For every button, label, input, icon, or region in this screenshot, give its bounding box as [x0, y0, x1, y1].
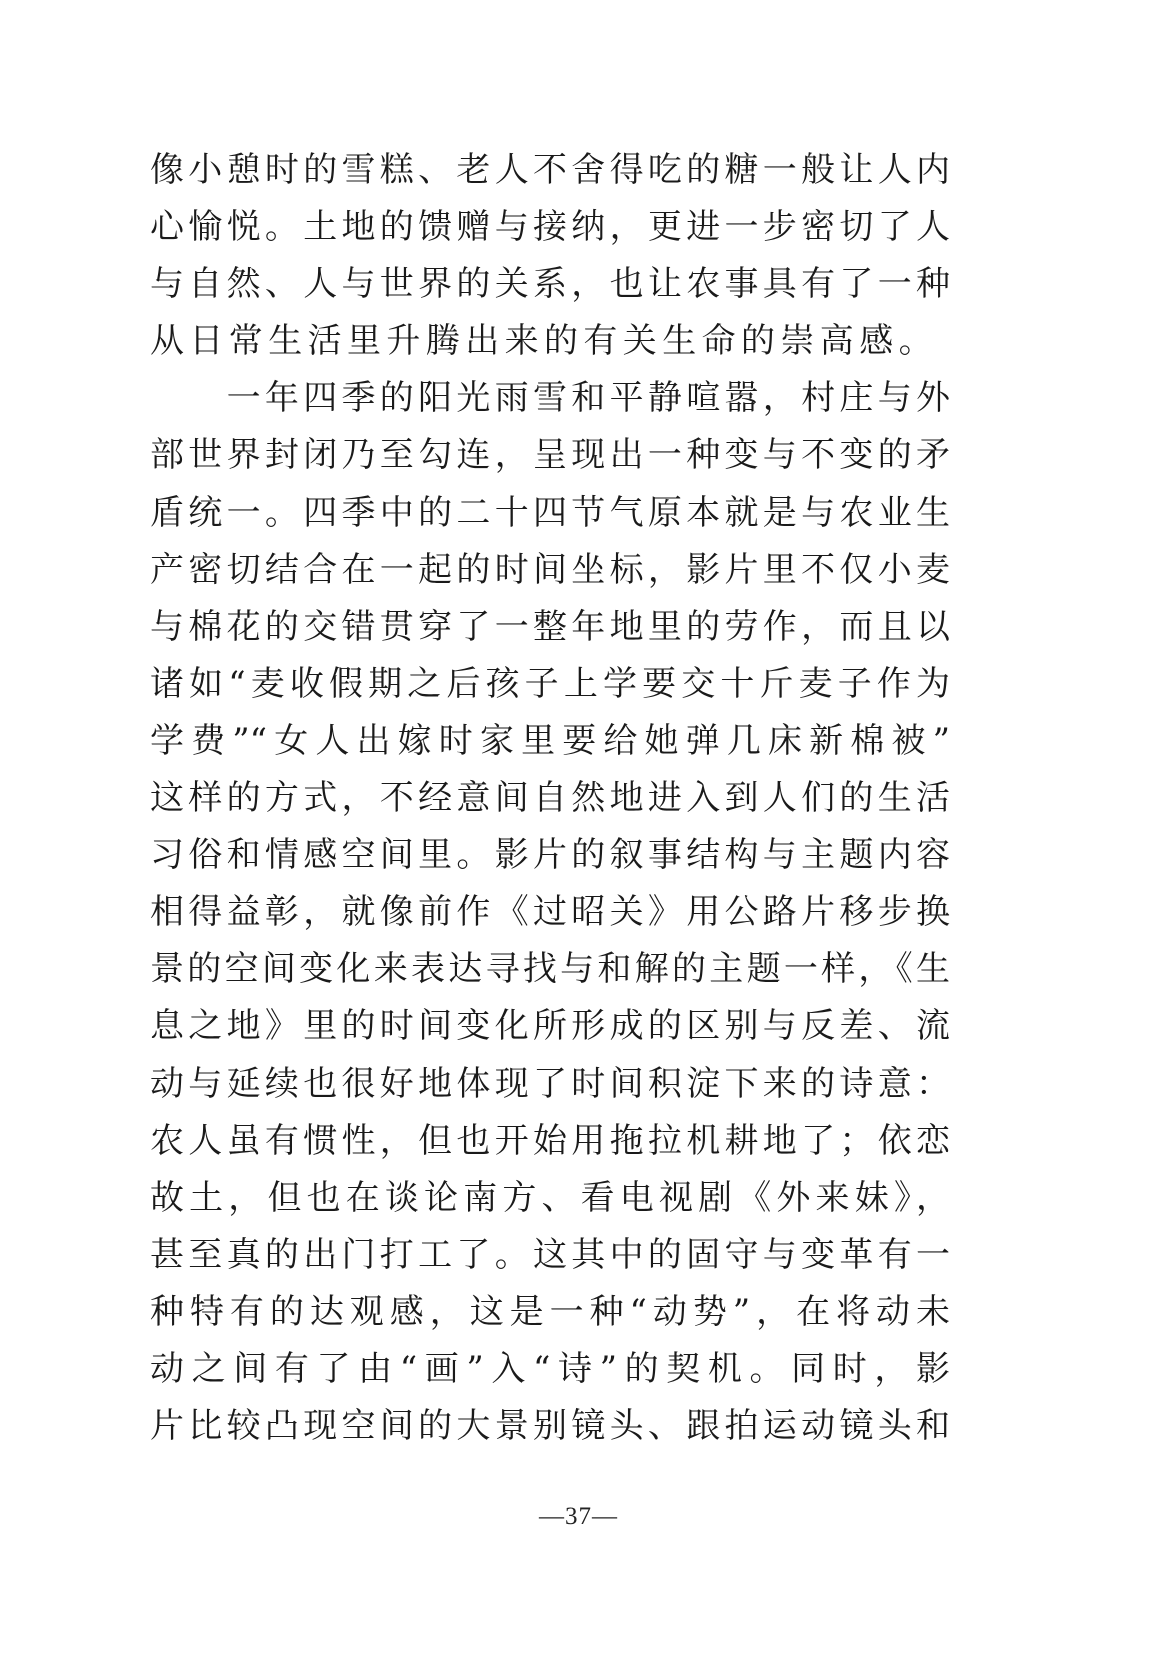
text-line: 产密切结合在一起的时间坐标，影片里不仅小麦: [150, 549, 950, 590]
body-text: [150, 142, 950, 1455]
text-line: 息之地》里的时间变化所形成的区别与反差、流: [150, 1006, 950, 1047]
text-line: 这样的方式，不经意间自然地进入到人们的生活: [150, 778, 950, 819]
text-line: 盾统一。四季中的二十四节气原本就是与农业生: [150, 492, 950, 533]
text-line-paragraph-start: 一年四季的阳光雨雪和平静喧嚣，村庄与外: [150, 378, 950, 419]
text-line: 部世界封闭乃至勾连，呈现出一种变与不变的矛: [150, 435, 950, 476]
text-line: 习俗和情感空间里。影片的叙事结构与主题内容: [150, 835, 950, 876]
text-line: 相得益彰，就像前作《过昭关》用公路片移步换: [150, 892, 950, 933]
text-line: 与自然、人与世界的关系，也让农事具有了一种: [150, 264, 950, 305]
text-line: 动之间有了由“画”入“诗”的契机。同时，影: [150, 1348, 950, 1389]
text-line: 景的空间变化来表达寻找与和解的主题一样，《生: [150, 949, 950, 990]
text-line: 片比较凸现空间的大景别镜头、跟拍运动镜头和: [150, 1406, 950, 1447]
text-line: 甚至真的出门打工了。这其中的固守与变革有一: [150, 1234, 950, 1275]
page-number: —37—: [539, 1503, 618, 1530]
text-line: 像小憩时的雪糕、老人不舍得吃的糖一般让人内: [150, 150, 950, 190]
text-line: 与棉花的交错贯穿了一整年地里的劳作，而且以: [150, 606, 950, 647]
text-line: 故土，但也在谈论南方、看电视剧《外来妹》，: [150, 1177, 950, 1218]
text-line: 学费”“女人出嫁时家里要给她弹几床新棉被”: [150, 720, 950, 761]
text-line: 诸如“麦收假期之后孩子上学要交十斤麦子作为: [150, 663, 950, 704]
text-line-paragraph-end: 从日常生活里升腾出来的有关生命的崇高感。: [150, 321, 938, 362]
text-line: 心愉悦。土地的馈赠与接纳，更进一步密切了人: [150, 207, 950, 248]
text-line: 动与延续也很好地体现了时间积淀下来的诗意：: [150, 1063, 950, 1104]
text-line: 种特有的达观感，这是一种“动势”，在将动未: [150, 1291, 950, 1332]
text-line: 农人虽有惯性，但也开始用拖拉机耕地了；依恋: [150, 1120, 950, 1161]
